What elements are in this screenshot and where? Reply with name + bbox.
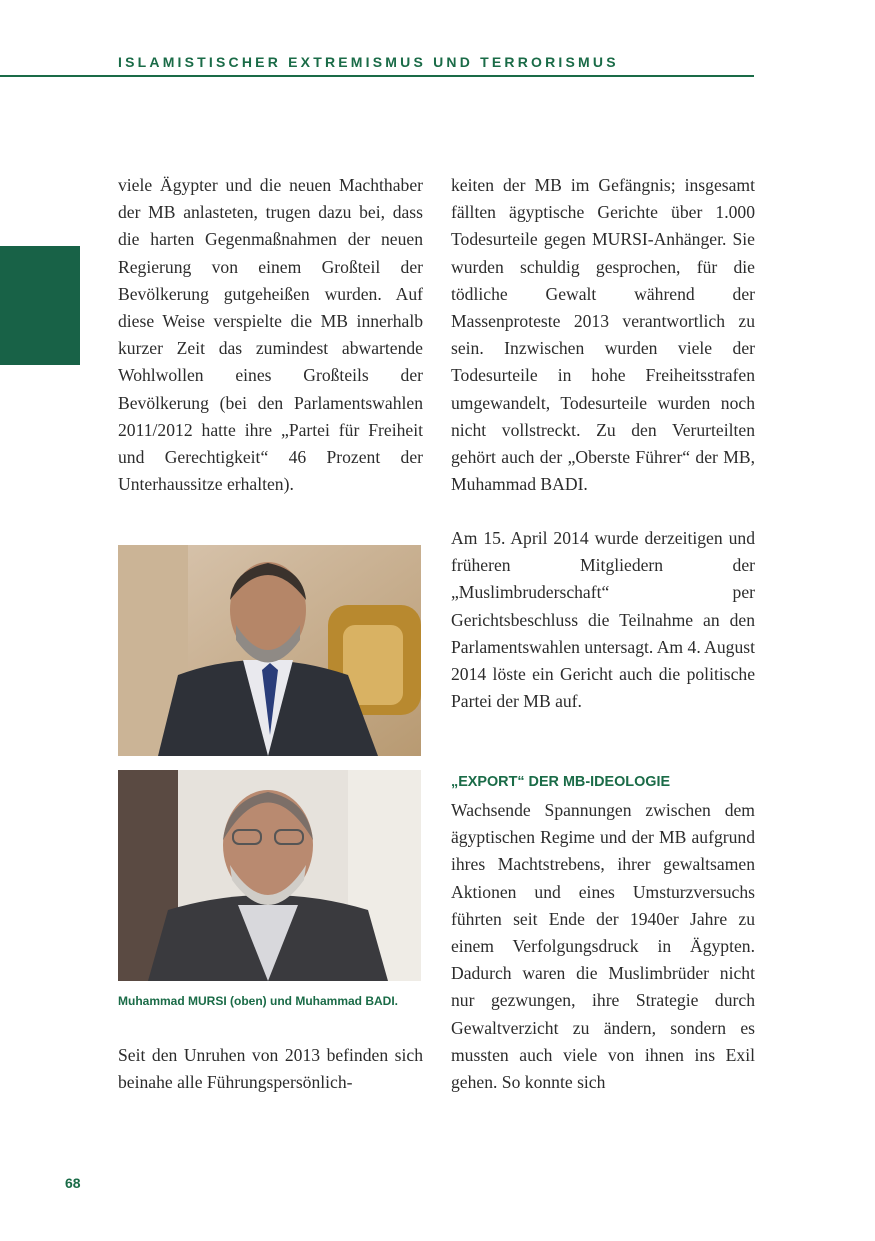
right-paragraph-1: keiten der MB im Gefängnis; insgesamt fällten ägyptische Gerichte über 1.000 Todesurteile gegen MURSI-Anhänger. Sie wurden schuldig gesprochen, für die tödliche Gewalt während der Massenproteste 2013 verantwortlich zu sein. Inzwischen wurden viele der Todesurteile in hohe Freiheitsstrafen umgewandelt, Todesurteile wurden noch nicht vollstreckt. Zu den Verurteilten gehört auch der „Oberste Führer“ der MB, Muhammad BADI.: [451, 175, 755, 495]
left-paragraph-2: Seit den Unruhen von 2013 befinden sich beinahe alle Führungspersönlich-: [118, 1045, 423, 1093]
photo-caption: Muhammad MURSI (oben) und Muhammad BADI.: [118, 994, 398, 1008]
left-column-bottom: [118, 1042, 423, 1096]
photo-badi: [118, 770, 421, 981]
section-heading: „EXPORT“ DER MB-IDEOLOGIE: [451, 774, 671, 790]
right-column-bottom: [451, 797, 755, 1096]
running-header: ISLAMISTISCHER EXTREMISMUS UND TERRORISMUS: [118, 54, 619, 70]
left-paragraph-1: viele Ägypter und die neuen Machthaber der MB anlasteten, trugen dazu bei, dass die harten Gegenmaßnahmen der neuen Regierung von einem Großteil der Bevölkerung gutgeheißen wurden. Auf diese Weise verspielte die MB innerhalb kurzer Zeit das zumindest abwartende Wohlwollen eines Großteils der Bevölkerung (bei den Parlamentswahlen 2011/2012 hatte ihre „Partei für Freiheit und Gerechtigkeit“ 46 Prozent der Unterhaussitze erhalten).: [118, 175, 423, 495]
photo-mursi: [118, 545, 421, 756]
page-number: 68: [65, 1175, 81, 1191]
right-column-top: [451, 172, 755, 498]
chapter-tab: [0, 246, 80, 365]
left-column-top: [118, 172, 423, 498]
right-column-middle: [451, 525, 755, 715]
right-paragraph-3: Wachsende Spannungen zwischen dem ägyptischen Regime und der MB aufgrund ihres Machtstrebens, ihrer gewaltsamen Aktionen und eines Umsturzversuchs führten seit Ende der 1940er Jahre zu einem Verfolgungsdruck in Ägypten. Dadurch waren die Muslimbrüder nicht nur gezwungen, ihre Strategie durch Gewaltverzicht zu ändern, sondern es mussten auch viele von ihnen ins Exil gehen. So konnte sich: [451, 800, 755, 1093]
right-paragraph-2: Am 15. April 2014 wurde derzeitigen und früheren Mitgliedern der „Muslimbruderschaft“ per Gerichtsbeschluss die Teilnahme an den Parlamentswahlen untersagt. Am 4. August 2014 löste ein Gericht auch die politische Partei der MB auf.: [451, 528, 755, 712]
header-rule: [0, 75, 754, 77]
